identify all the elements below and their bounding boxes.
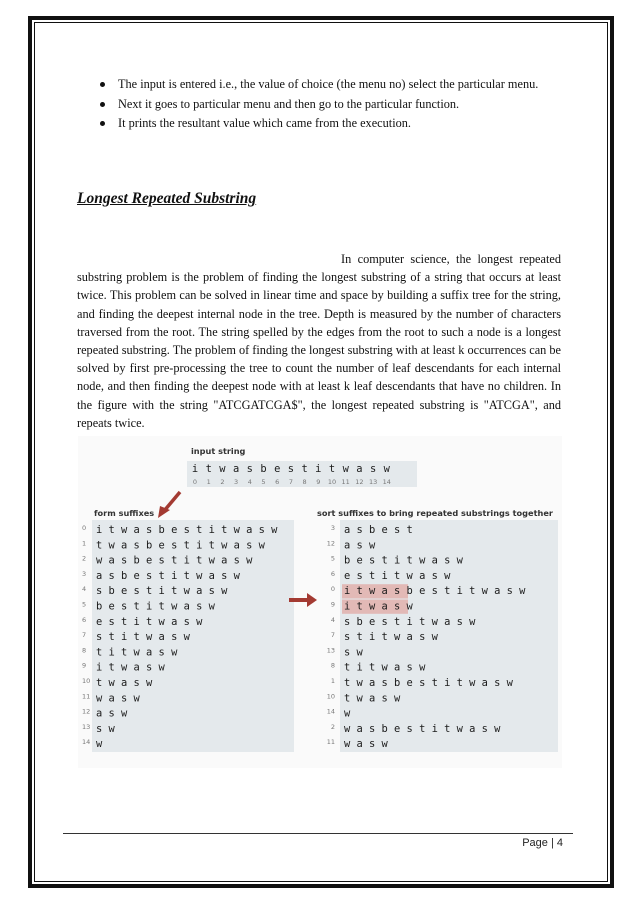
sorted-row: t i t w a s w bbox=[344, 661, 426, 674]
suffix-index: 4 bbox=[82, 585, 87, 594]
sorted-row: w a s w bbox=[344, 738, 388, 751]
sorted-row: t w a s b e s t i t w a s w bbox=[344, 677, 513, 689]
sorted-row: w bbox=[344, 707, 351, 720]
input-string-label: input string bbox=[191, 446, 246, 456]
suffix-row: w a s b e s t i t w a s w bbox=[96, 554, 253, 567]
suffix-index: 3 bbox=[82, 569, 87, 578]
suffix-row: t w a s w bbox=[96, 677, 153, 689]
sorted-row: t w a s w bbox=[344, 692, 401, 705]
input-index: 8 bbox=[302, 478, 307, 486]
sorted-index: 14 bbox=[326, 707, 335, 716]
input-char: s bbox=[287, 463, 295, 475]
sort-suffixes-label: sort suffixes to bring repeated substrings together bbox=[317, 508, 553, 518]
input-index: 1 bbox=[206, 478, 211, 486]
suffix-index: 8 bbox=[82, 646, 87, 655]
sorted-index: 10 bbox=[326, 692, 335, 701]
suffix-row: a s b e s t i t w a s w bbox=[96, 569, 240, 582]
suffix-row: s w bbox=[96, 722, 115, 735]
sorted-index: 4 bbox=[330, 615, 335, 624]
input-char: b bbox=[260, 463, 267, 475]
sorted-index: 11 bbox=[326, 738, 335, 747]
suffix-figure-svg bbox=[78, 436, 562, 768]
body-paragraph bbox=[77, 250, 561, 432]
input-index: 3 bbox=[234, 478, 239, 486]
input-index: 10 bbox=[327, 478, 337, 486]
input-index: 13 bbox=[368, 478, 378, 486]
suffix-index: 13 bbox=[82, 722, 91, 731]
section-heading: Longest Repeated Substring bbox=[77, 190, 257, 207]
suffix-index: 14 bbox=[82, 738, 91, 747]
suffix-row: s t i t w a s w bbox=[96, 631, 190, 644]
input-char: t bbox=[301, 463, 308, 475]
sorted-row: s b e s t i t w a s w bbox=[344, 615, 476, 628]
sorted-row: s w bbox=[344, 646, 363, 659]
sorted-index: 9 bbox=[330, 600, 335, 609]
suffix-index: 9 bbox=[82, 661, 87, 670]
input-index: 6 bbox=[275, 478, 280, 486]
suffix-index: 1 bbox=[82, 539, 87, 548]
sorted-index: 8 bbox=[330, 661, 335, 670]
input-index: 7 bbox=[288, 478, 293, 486]
input-index: 12 bbox=[355, 478, 364, 486]
arrow-down-icon bbox=[164, 492, 180, 511]
sorted-row: a s b e s t bbox=[344, 524, 413, 536]
sorted-index: 7 bbox=[330, 631, 335, 640]
suffix-row: w bbox=[96, 738, 103, 751]
input-char: t bbox=[328, 463, 336, 475]
sorted-row: i t w a s w bbox=[344, 600, 413, 613]
arrow-right-icon bbox=[289, 598, 309, 602]
sorted-index: 3 bbox=[330, 524, 335, 532]
suffix-index: 2 bbox=[82, 554, 87, 563]
input-char: t bbox=[205, 463, 212, 475]
sorted-index: 13 bbox=[326, 646, 335, 655]
input-char: w bbox=[383, 463, 390, 475]
sorted-index: 12 bbox=[326, 539, 335, 548]
suffix-index: 11 bbox=[82, 692, 91, 701]
suffix-index: 0 bbox=[82, 524, 87, 532]
input-char: w bbox=[219, 463, 226, 475]
suffix-row: e s t i t w a s w bbox=[96, 615, 203, 628]
input-index: 9 bbox=[316, 478, 321, 486]
sorted-index: 0 bbox=[330, 585, 335, 594]
suffix-row: s b e s t i t w a s w bbox=[96, 585, 228, 598]
suffix-row: a s w bbox=[96, 707, 128, 720]
suffix-index: 12 bbox=[82, 707, 91, 716]
input-index: 0 bbox=[192, 478, 198, 486]
footer-rule bbox=[63, 833, 573, 834]
sorted-index: 1 bbox=[330, 677, 335, 685]
input-char: a bbox=[356, 463, 363, 475]
suffix-figure bbox=[78, 436, 562, 768]
sorted-index: 6 bbox=[330, 569, 335, 578]
input-char: i bbox=[315, 463, 322, 475]
suffix-row: i t w a s w bbox=[96, 661, 165, 674]
input-char: i bbox=[191, 463, 199, 475]
input-index: 5 bbox=[261, 478, 266, 486]
suffix-index: 7 bbox=[82, 631, 87, 640]
input-char: s bbox=[246, 463, 253, 475]
suffix-index: 5 bbox=[82, 600, 87, 609]
paragraph-text: In computer science, the longest repeated substring problem is the problem of finding the longest substring of a string that occurs at least twice. This problem can be solved in linear time and space by building a suffix tree for the string, and finding the deepest internal node in the tree. Depth is measured by the number of characters traversed from the root. The string spelled by the edges from the root to such a node is a longest repeated substring. The problem of finding the longest substring with at least k occurrences can be solved by first pre-processing the tree to count the number of leaf descendants for each internal node, and then finding the deepest node with at least k leaf descendants that have no children. In the figure with the string "ATCGATCGA$", the longest repeated substring is "ATCGA", and repeats twice. bbox=[77, 252, 561, 430]
input-char: s bbox=[369, 463, 377, 475]
page-number: Page | 4 bbox=[522, 837, 563, 849]
sorted-row: a s w bbox=[344, 539, 376, 552]
suffix-row: t i t w a s w bbox=[96, 646, 178, 659]
bullet-item: Next it goes to particular menu and then go to the particular function. bbox=[98, 95, 578, 115]
suffix-row: i t w a s b e s t i t w a s w bbox=[96, 524, 278, 536]
input-index: 14 bbox=[382, 478, 391, 486]
arrow-right-head-icon bbox=[307, 593, 317, 607]
input-char: w bbox=[342, 463, 349, 475]
input-index: 2 bbox=[220, 478, 225, 486]
sorted-row: i t w a s b e s t i t w a s w bbox=[344, 585, 526, 598]
input-char: e bbox=[274, 463, 281, 475]
suffix-row: w a s w bbox=[96, 692, 140, 705]
sorted-row: w a s b e s t i t w a s w bbox=[344, 722, 501, 735]
sorted-index: 5 bbox=[330, 554, 335, 563]
bullet-item: The input is entered i.e., the value of choice (the menu no) select the particular menu. bbox=[98, 75, 578, 95]
bullet-item: It prints the resultant value which came from the execution. bbox=[98, 114, 578, 134]
sorted-index: 2 bbox=[330, 722, 335, 731]
input-index: 11 bbox=[341, 478, 350, 486]
input-index: 4 bbox=[247, 478, 252, 486]
sorted-row: b e s t i t w a s w bbox=[344, 554, 463, 567]
suffix-index: 10 bbox=[82, 677, 91, 685]
input-char: a bbox=[232, 463, 240, 475]
suffix-row: b e s t i t w a s w bbox=[96, 600, 215, 613]
sorted-row: s t i t w a s w bbox=[344, 631, 438, 644]
form-suffixes-label: form suffixes bbox=[94, 508, 155, 518]
sorted-row: e s t i t w a s w bbox=[344, 569, 451, 582]
suffix-row: t w a s b e s t i t w a s w bbox=[96, 539, 265, 552]
bullet-list bbox=[98, 75, 578, 134]
suffix-index: 6 bbox=[82, 615, 87, 624]
